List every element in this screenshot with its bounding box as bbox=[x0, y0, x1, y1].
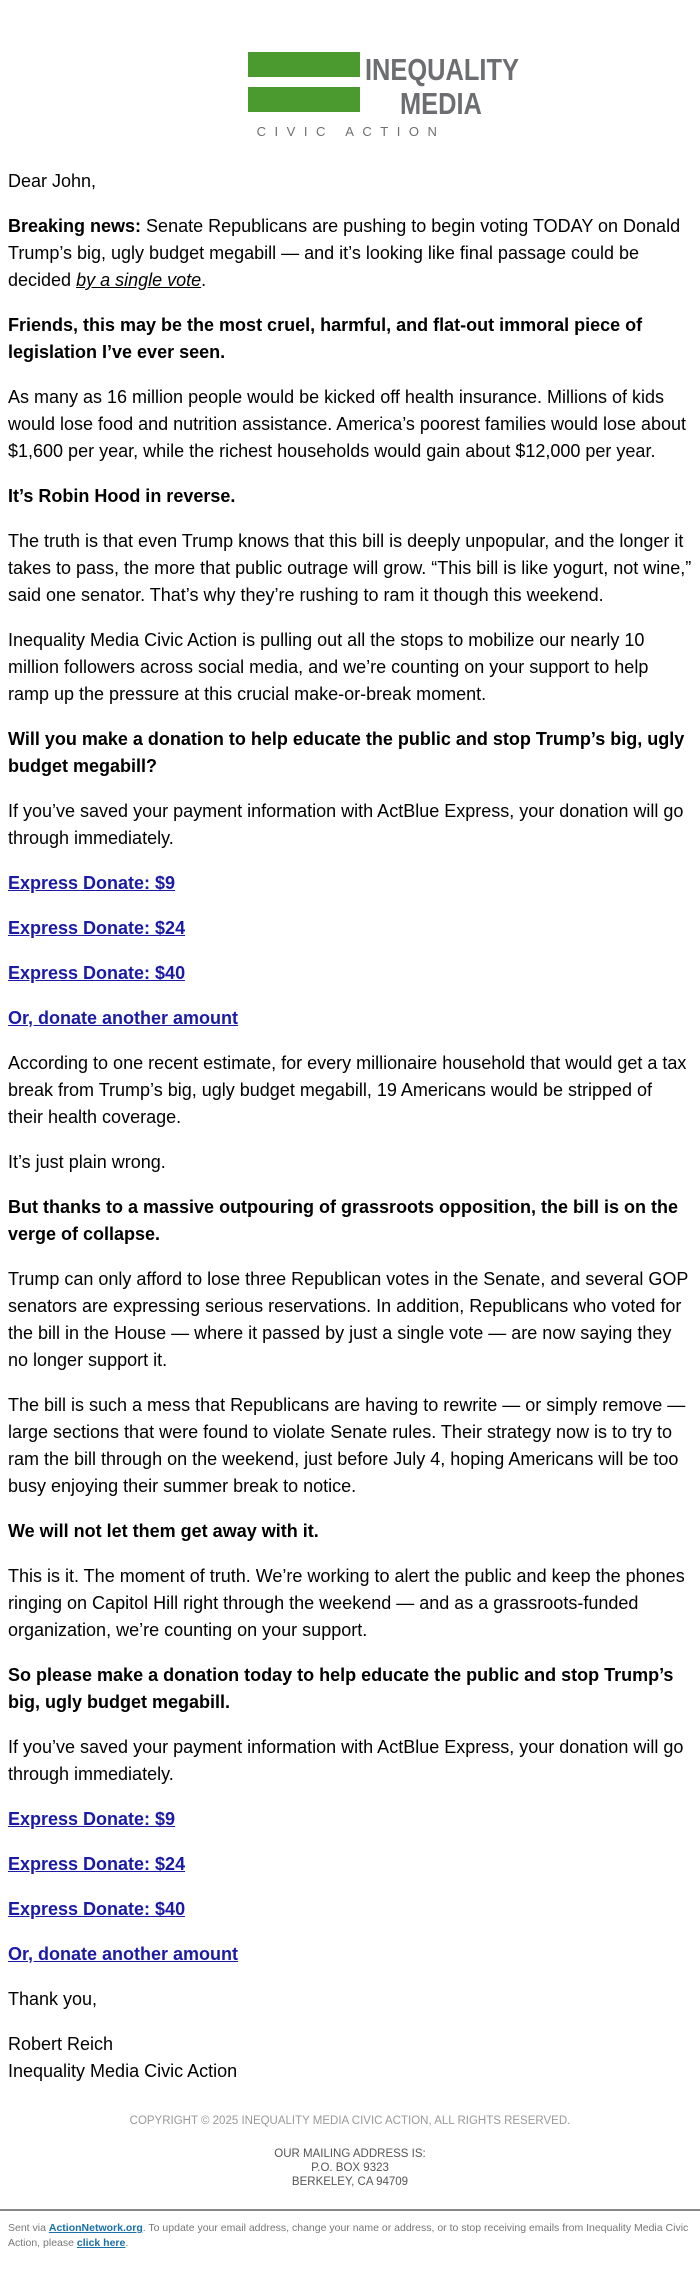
paragraph-cruel: Friends, this may be the most cruel, harmful, and flat-out immoral piece of legislation I’ve ever seen. bbox=[8, 315, 643, 362]
paragraph-breaking-news bbox=[8, 213, 692, 294]
sent-end: . bbox=[125, 2237, 129, 2249]
paragraph-ask-2: So please make a donation today to help educate the public and stop Trump’s big, ugly budget megabill. bbox=[8, 1665, 674, 1712]
logo-bars bbox=[248, 52, 360, 122]
breaking-news-end: . bbox=[201, 270, 207, 290]
footer-copyright: COPYRIGHT © 2025 INEQUALITY MEDIA CIVIC ACTION, ALL RIGHTS RESERVED. bbox=[129, 2115, 571, 2127]
closing-thanks: Thank you, bbox=[8, 1989, 98, 2009]
paragraph-mess: The bill is such a mess that Republicans are having to rewrite — or simply remove — large sections that were found to violate Senate rules. Their strategy now is to try to ram the bill through on the weekend, just before July 4, hoping Americans will be too busy enjoying their summer break to notice. bbox=[8, 1395, 686, 1496]
logo[interactable] bbox=[0, 0, 700, 142]
paragraph-moment-of-truth: This is it. The moment of truth. We’re working to alert the public and keep the phones ringing on Capitol Hill right through the weekend — and as a grassroots-funded organization, we’re counting on your support. bbox=[8, 1566, 685, 1640]
footer-mailing-label: OUR MAILING ADDRESS IS: bbox=[274, 2148, 426, 2160]
breaking-news-emphasis: by a single vote bbox=[76, 270, 202, 290]
paragraph-health-insurance: As many as 16 million people would be kicked off health insurance. Millions of kids would lose food and nutrition assistance. America’s poorest families would lose about $1,600 per year, while the richest households would gain about $12,000 per year. bbox=[8, 387, 687, 461]
paragraph-plain-wrong: It’s just plain wrong. bbox=[8, 1152, 166, 1172]
donate-other-amount-link-1[interactable]: Or, donate another amount bbox=[8, 1008, 239, 1028]
express-donate-9-link-2[interactable]: Express Donate: $9 bbox=[8, 1809, 176, 1829]
logo-word-inequality: INEQUALITY bbox=[365, 52, 519, 87]
paragraph-robin-hood: It’s Robin Hood in reverse. bbox=[8, 486, 236, 506]
sent-prefix: Sent via bbox=[8, 2222, 49, 2234]
footer-city: BERKELEY, CA 94709 bbox=[291, 2176, 409, 2188]
express-donate-24-link-2[interactable]: Express Donate: $24 bbox=[8, 1854, 186, 1874]
footer-po-box: P.O. BOX 9323 bbox=[311, 2162, 389, 2174]
logo-word-civic-action: CIVIC ACTION bbox=[256, 124, 446, 139]
donate-other-amount-link-2[interactable]: Or, donate another amount bbox=[8, 1944, 239, 1964]
paragraph-three-votes: Trump can only afford to lose three Republican votes in the Senate, and several GOP senators are expressing serious reservations. In addition, Republicans who voted for the bill in the House — where it passed by just a single vote — are now saying they no longer support it. bbox=[8, 1269, 689, 1370]
footer bbox=[0, 2085, 700, 2189]
express-donate-24-link-1[interactable]: Express Donate: $24 bbox=[8, 918, 186, 938]
paragraph-grassroots: But thanks to a massive outpouring of grassroots opposition, the bill is on the verge of collapse. bbox=[8, 1197, 679, 1244]
logo-word-media: MEDIA bbox=[400, 86, 482, 121]
paragraph-actblue-1: If you’ve saved your payment information with ActBlue Express, your donation will go through immediately. bbox=[8, 801, 684, 848]
paragraph-not-let: We will not let them get away with it. bbox=[8, 1521, 319, 1541]
paragraph-actblue-2: If you’ve saved your payment information with ActBlue Express, your donation will go through immediately. bbox=[8, 1737, 684, 1784]
sent-via-notice bbox=[0, 2211, 700, 2265]
paragraph-estimate: According to one recent estimate, for every millionaire household that would get a tax break from Trump’s big, ugly budget megabill, 19 Americans would be stripped of their health coverage. bbox=[8, 1053, 687, 1127]
greeting: Dear John, bbox=[8, 171, 97, 191]
paragraph-truth: The truth is that even Trump knows that this bill is deeply unpopular, and the longer it takes to pass, the more that public outrage will grow. “This bill is like yogurt, not wine,” said one senator. That’s why they’re rushing to ram it though this weekend. bbox=[8, 531, 692, 605]
footer-address bbox=[0, 2147, 700, 2189]
express-donate-40-link-2[interactable]: Express Donate: $40 bbox=[8, 1899, 186, 1919]
signature-name: Robert Reich bbox=[8, 2034, 114, 2054]
express-donate-9-link-1[interactable]: Express Donate: $9 bbox=[8, 873, 176, 893]
email-body bbox=[0, 168, 700, 2085]
signature-org: Inequality Media Civic Action bbox=[8, 2061, 238, 2081]
signature bbox=[8, 2031, 692, 2085]
breaking-news-lead: Breaking news: bbox=[8, 216, 142, 236]
action-network-link[interactable]: ActionNetwork.org bbox=[48, 2222, 143, 2234]
logo-bar-bottom bbox=[248, 87, 360, 112]
unsubscribe-link[interactable]: click here bbox=[76, 2237, 126, 2249]
express-donate-40-link-1[interactable]: Express Donate: $40 bbox=[8, 963, 186, 983]
logo-bar-top bbox=[248, 52, 360, 77]
paragraph-mobilize: Inequality Media Civic Action is pulling out all the stops to mobilize our nearly 10 million followers across social media, and we’re counting on your support to help ramp up the pressure at this crucial make-or-break moment. bbox=[8, 630, 649, 704]
paragraph-ask-1: Will you make a donation to help educate the public and stop Trump’s big, ugly budget megabill? bbox=[8, 729, 685, 776]
sent-middle: . To update your email address, change your name or address, or to stop receiving emails from Inequality Media Civic Action, please bbox=[8, 2222, 689, 2249]
breaking-news-text: Senate Republicans are pushing to begin voting TODAY on Donald Trump’s big, ugly budget megabill — and it’s looking like final passage could be decided bbox=[8, 216, 681, 290]
